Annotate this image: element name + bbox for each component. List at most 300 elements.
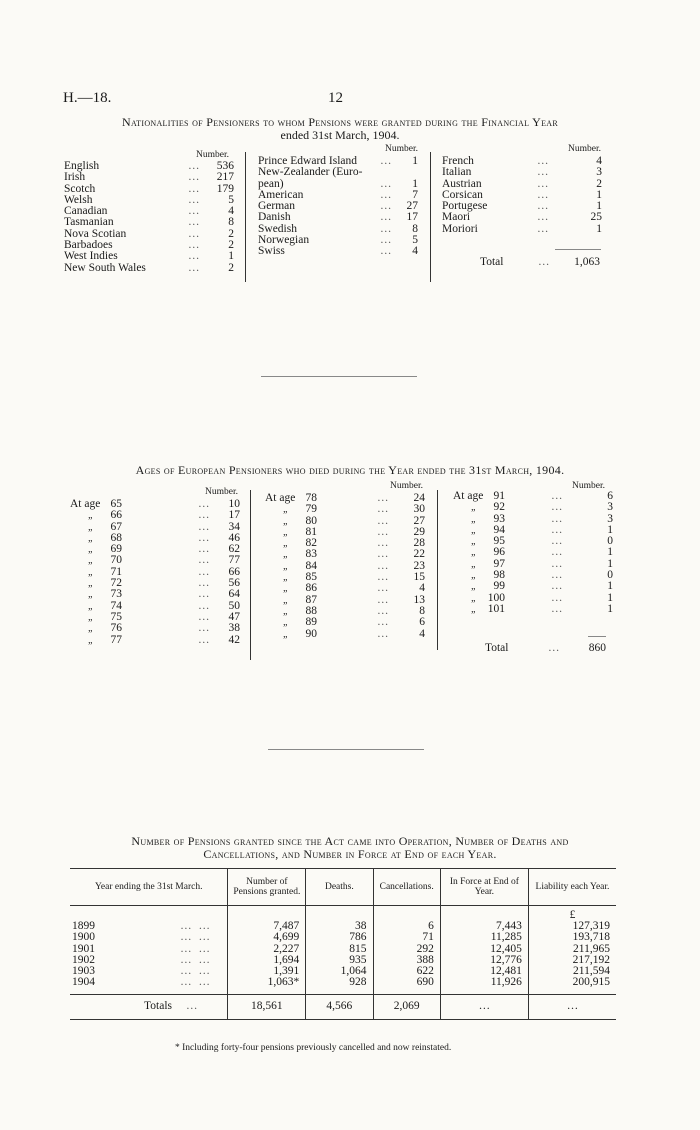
column-rule [430, 152, 431, 282]
table-header-row [70, 869, 616, 906]
age-count: 62 [228, 543, 240, 556]
ditto-mark: „ [88, 634, 94, 646]
age-count: 3 [607, 501, 613, 514]
nationality-name: American [258, 188, 304, 201]
nationalities-column-1 [64, 161, 234, 274]
list-item [70, 510, 240, 521]
dot-leader: … [551, 602, 564, 615]
age-value: 84 [305, 559, 317, 572]
dot-leader: … [380, 245, 393, 258]
dot-leader: … [380, 222, 393, 235]
total-rule [555, 249, 601, 250]
table-cell-cancellations: 292 [416, 942, 434, 955]
table-cell-cancellations: 71 [422, 931, 434, 944]
nationality-count: 217 [216, 171, 234, 184]
age-count: 66 [228, 565, 240, 578]
age-value: 99 [493, 580, 505, 593]
dot-leader: … [377, 503, 390, 516]
age-count: 4 [419, 582, 425, 595]
age-value: 76 [110, 622, 122, 635]
ditto-mark: „ [283, 515, 289, 527]
column-rule [437, 490, 438, 650]
age-value: 72 [110, 577, 122, 590]
nationalities-column-2 [258, 156, 418, 258]
list-item [70, 623, 240, 634]
nationality-count: 536 [216, 160, 234, 172]
list-item [265, 629, 425, 640]
age-count: 42 [228, 633, 240, 646]
dot-leader: … [377, 604, 390, 617]
nationality-count: 8 [412, 222, 418, 235]
nationalities-total-label: Total [480, 256, 504, 268]
ditto-mark: „ [88, 510, 94, 522]
ditto-mark: „ [471, 603, 477, 615]
age-value: 86 [305, 582, 317, 595]
table-body-row [70, 906, 616, 995]
column-header-deaths: Deaths. [306, 869, 373, 906]
nationalities-total-value: 1,063 [574, 256, 600, 268]
ditto-mark: „ [283, 549, 289, 561]
list-item [265, 583, 425, 594]
dot-leader: … … [180, 920, 212, 933]
ditto-mark: „ [88, 600, 94, 612]
dot-leader: … [188, 182, 201, 195]
age-count: 23 [413, 559, 425, 572]
nationality-count: 1 [412, 155, 418, 167]
nationality-count: 4 [596, 155, 602, 167]
nationality-count: 8 [228, 216, 234, 229]
age-value: 90 [305, 627, 317, 640]
age-count: 15 [413, 571, 425, 584]
list-item [70, 567, 240, 578]
age-count: 27 [413, 514, 425, 527]
dot-leader: … [188, 193, 201, 206]
list-item [265, 538, 425, 549]
age-count: 47 [228, 610, 240, 623]
nationality-count: 7 [412, 188, 418, 201]
dot-leader: … [188, 261, 201, 274]
dot-leader: … [198, 498, 211, 510]
at-age-label: At age [453, 490, 484, 502]
table-cell-cancellations: 622 [416, 965, 434, 978]
nationality-name: New South Wales [64, 261, 146, 274]
ditto-mark: „ [88, 589, 94, 601]
ages-total-label: Total [485, 642, 509, 654]
nationality-name: German [258, 200, 296, 213]
ditto-mark: „ [283, 560, 289, 572]
nationality-count: 2 [228, 261, 234, 274]
nationality-name: pean) [258, 177, 284, 190]
dot-leader: … [188, 250, 201, 263]
table-cell-granted: 7,487 [273, 920, 300, 933]
age-count: 28 [413, 537, 425, 550]
ditto-mark: „ [88, 611, 94, 623]
dot-leader: … [537, 188, 550, 201]
section-divider [261, 376, 417, 377]
dot-leader: … [551, 546, 564, 559]
age-value: 94 [493, 523, 505, 536]
dot-leader: … [198, 622, 211, 635]
list-item [453, 559, 613, 570]
nationality-name: Danish [258, 211, 291, 224]
age-value: 89 [305, 616, 317, 629]
ages-column-3 [453, 491, 613, 615]
list-item [70, 544, 240, 555]
dot-leader: … [198, 599, 211, 612]
list-item [453, 604, 613, 615]
dot-leader: … [548, 642, 560, 654]
table-cell-cancellations: 388 [416, 953, 434, 966]
ages-number-heading-3: Number. [572, 481, 605, 491]
dot-leader: … … [180, 976, 212, 989]
age-count: 29 [413, 525, 425, 538]
age-count: 6 [607, 490, 613, 502]
age-value: 70 [110, 554, 122, 567]
dot-leader: … … [180, 965, 212, 978]
ages-column-1 [70, 499, 240, 646]
totals-label: Totals [144, 1000, 172, 1013]
nationality-name: Swedish [258, 222, 297, 235]
list-item [453, 491, 613, 502]
list-item [453, 525, 613, 536]
nationality-count: 2 [596, 177, 602, 190]
nationality-name: Canadian [64, 205, 108, 218]
ditto-mark: „ [88, 555, 94, 567]
column-header-cancellations: Cancellations. [373, 869, 440, 906]
dot-leader: … [377, 616, 390, 629]
nationality-count: 1 [596, 200, 602, 213]
dot-leader: … [377, 492, 390, 504]
dot-leader: … [551, 501, 564, 514]
in-force-cell [440, 906, 528, 995]
nationality-name: Welsh [64, 193, 93, 206]
age-value: 81 [305, 525, 317, 538]
ditto-mark: „ [283, 538, 289, 550]
age-value: 68 [110, 531, 122, 544]
ditto-mark: „ [283, 504, 289, 516]
age-count: 1 [607, 580, 613, 593]
ditto-mark: „ [283, 583, 289, 595]
list-item [70, 522, 240, 533]
dot-leader: … [188, 205, 201, 218]
table-cell-in-force: 11,285 [490, 931, 522, 944]
age-value: 78 [305, 492, 317, 504]
list-item [70, 533, 240, 544]
age-value: 91 [493, 490, 505, 502]
year-row [72, 932, 212, 943]
ditto-mark: „ [88, 544, 94, 556]
totals-cancellations: 2,069 [373, 995, 440, 1019]
table-cell-granted: 4,699 [273, 931, 300, 944]
dot-leader: … [198, 509, 211, 522]
dot-leader: … [380, 155, 393, 167]
list-item [453, 547, 613, 558]
ditto-mark: „ [283, 594, 289, 606]
age-count: 77 [228, 554, 240, 567]
nationalities-number-heading-3: Number. [568, 144, 601, 154]
dot-leader: … [538, 256, 550, 268]
age-value: 69 [110, 543, 122, 556]
column-header-liability: Liability each Year. [528, 869, 616, 906]
ditto-mark: „ [471, 502, 477, 514]
document-reference: H.—18. [63, 90, 112, 106]
age-value: 92 [493, 501, 505, 514]
ditto-mark: „ [283, 617, 289, 629]
list-item [70, 601, 240, 612]
table-cell-liability: 200,915 [572, 976, 610, 989]
list-item [453, 514, 613, 525]
age-count: 13 [413, 593, 425, 606]
dot-leader: … [198, 577, 211, 590]
dot-leader: … [198, 554, 211, 567]
age-value: 85 [305, 571, 317, 584]
list-item [265, 527, 425, 538]
table-cell-deaths: 935 [349, 953, 367, 966]
nationality-name: Moriori [442, 222, 478, 235]
dot-leader: … [188, 171, 201, 184]
nationality-count: 4 [412, 245, 418, 258]
table-cell-deaths: 38 [355, 920, 367, 933]
nationality-name: Austrian [442, 177, 482, 190]
age-value: 98 [493, 569, 505, 582]
age-count: 1 [607, 591, 613, 604]
age-count: 6 [419, 616, 425, 629]
list-item [442, 224, 602, 235]
list-item [64, 172, 234, 183]
age-count: 64 [228, 588, 240, 601]
age-count: 8 [419, 604, 425, 617]
table-cell-granted: 1,694 [273, 953, 300, 966]
list-item [258, 246, 418, 257]
totals-deaths: 4,566 [306, 995, 373, 1019]
column-header-year: Year ending the 31st March. [70, 869, 228, 906]
totals-in-force: … [440, 995, 528, 1019]
age-count: 34 [228, 520, 240, 533]
list-item [265, 572, 425, 583]
ages-number-heading-2: Number. [390, 481, 423, 491]
ditto-mark: „ [283, 572, 289, 584]
age-value: 80 [305, 514, 317, 527]
totals-label-cell [70, 995, 228, 1019]
nationality-count: 25 [590, 211, 602, 224]
totals-granted: 18,561 [228, 995, 306, 1019]
year-value: 1899 [72, 920, 95, 933]
table-cell-liability: 211,594 [573, 965, 610, 978]
table-cell-in-force: 12,405 [490, 942, 522, 955]
nationality-count: 179 [216, 182, 234, 195]
list-item [265, 516, 425, 527]
column-rule [245, 152, 246, 282]
dot-leader: … [537, 222, 550, 235]
age-count: 50 [228, 599, 240, 612]
age-value: 66 [110, 509, 122, 522]
nationality-name: Norwegian [258, 234, 310, 247]
ages-title: Ages of European Pensioners who died during the Year ended the 31st March, 1904. [135, 463, 565, 477]
nationality-count: 3 [596, 166, 602, 179]
cancellations-cell [373, 906, 440, 995]
dot-leader: … [377, 537, 390, 550]
age-value: 88 [305, 604, 317, 617]
age-count: 46 [228, 531, 240, 544]
dot-leader: … [377, 593, 390, 606]
nationality-name: Italian [442, 166, 472, 179]
nationality-name: Swiss [258, 245, 285, 258]
age-value: 71 [110, 565, 122, 578]
table-cell-granted: 1,063* [267, 976, 300, 989]
list-item [70, 589, 240, 600]
age-value: 67 [110, 520, 122, 533]
age-count: 1 [607, 523, 613, 536]
age-count: 10 [228, 498, 240, 510]
age-count: 3 [607, 512, 613, 525]
dot-leader: … [377, 514, 390, 527]
nationalities-title: Nationalities of Pensioners to whom Pensions were granted during the Financial Year [122, 115, 558, 129]
nationality-name: Tasmanian [64, 216, 114, 229]
year-value: 1900 [72, 931, 95, 944]
age-count: 56 [228, 577, 240, 590]
years-cell [70, 906, 228, 995]
list-item [265, 561, 425, 572]
nationality-count: 17 [406, 211, 418, 224]
granted-cell [228, 906, 306, 995]
dot-leader: … [537, 211, 550, 224]
ditto-mark: „ [88, 521, 94, 533]
column-header-granted: Number of Pensions granted. [228, 869, 306, 906]
dot-leader: … [551, 580, 564, 593]
age-count: 1 [607, 546, 613, 559]
dot-leader: … [380, 234, 393, 247]
dot-leader: … [551, 535, 564, 548]
list-item [265, 617, 425, 628]
dot-leader: … [198, 565, 211, 578]
table-cell-deaths: 1,064 [340, 965, 367, 978]
dot-leader: … [198, 543, 211, 556]
section-divider [268, 749, 424, 750]
nationality-name: Barbadoes [64, 239, 113, 252]
year-value: 1903 [72, 965, 95, 978]
dot-leader: … … [180, 953, 212, 966]
list-item [453, 502, 613, 513]
ditto-mark: „ [88, 578, 94, 590]
age-count: 0 [607, 535, 613, 548]
year-row [72, 977, 212, 988]
nationality-name: Nova Scotian [64, 227, 127, 240]
list-item [265, 504, 425, 515]
nationality-count: 1 [228, 250, 234, 263]
list-item [64, 263, 234, 274]
table-cell-cancellations: 690 [416, 976, 434, 989]
dot-leader: … [377, 559, 390, 572]
column-rule [250, 490, 251, 660]
list-item [453, 536, 613, 547]
currency-symbol: £ [569, 909, 576, 921]
nationalities-column-3 [442, 156, 602, 235]
liability-cell [528, 906, 616, 995]
dot-leader: … [186, 1000, 198, 1013]
list-item [64, 161, 234, 172]
dot-leader: … [198, 520, 211, 533]
ages-number-heading-1: Number. [205, 487, 238, 497]
ages-column-2 [265, 493, 425, 640]
table-cell-deaths: 815 [349, 942, 367, 955]
dot-leader: … [377, 627, 390, 640]
at-age-label: At age [70, 498, 101, 510]
dot-leader: … [551, 569, 564, 582]
age-value: 93 [493, 512, 505, 525]
ditto-mark: „ [471, 547, 477, 559]
dot-leader: … [380, 200, 393, 213]
nationality-count: 1 [596, 222, 602, 235]
dot-leader: … [537, 200, 550, 213]
age-value: 95 [493, 535, 505, 548]
dot-leader: … [377, 571, 390, 584]
year-value: 1901 [72, 942, 95, 955]
dot-leader: … [198, 610, 211, 623]
ditto-mark: „ [88, 623, 94, 635]
table-cell-deaths: 786 [349, 931, 367, 944]
age-count: 0 [607, 569, 613, 582]
dot-leader: … [380, 188, 393, 201]
nationality-count: 5 [412, 234, 418, 247]
deaths-cell [306, 906, 373, 995]
nationality-count: 1 [412, 177, 418, 190]
totals-row [70, 995, 616, 1019]
age-count: 24 [413, 492, 425, 504]
nationality-count: 2 [228, 239, 234, 252]
year-value: 1902 [72, 953, 95, 966]
nationality-count: 2 [228, 227, 234, 240]
table-cell-cancellations: 6 [428, 920, 434, 933]
age-value: 77 [110, 633, 122, 646]
nationalities-number-heading-1: Number. [196, 150, 229, 160]
age-value: 87 [305, 593, 317, 606]
nationalities-number-heading-2: Number. [385, 144, 418, 154]
dot-leader: … [198, 588, 211, 601]
dot-leader: … [551, 557, 564, 570]
dot-leader: … [188, 227, 201, 240]
column-header-in-force: In Force at End of Year. [440, 869, 528, 906]
list-item [64, 251, 234, 262]
list-item [265, 595, 425, 606]
dot-leader: … [537, 155, 550, 167]
table-cell-liability: 127,319 [572, 920, 610, 933]
nationality-name: Prince Edward Island [258, 155, 357, 167]
ditto-mark: „ [283, 628, 289, 640]
totals-liability: … [528, 995, 616, 1019]
age-count: 22 [413, 548, 425, 561]
nationalities-subtitle: ended 31st March, 1904. [280, 128, 400, 142]
age-count: 1 [607, 602, 613, 615]
dot-leader: … [188, 239, 201, 252]
nationality-name: New-Zealander (Euro- [258, 166, 363, 179]
year-value: 1904 [72, 976, 95, 989]
table-cell-in-force: 12,481 [490, 965, 522, 978]
list-item [70, 555, 240, 566]
age-value: 75 [110, 610, 122, 623]
pensions-table [70, 868, 616, 1020]
ditto-mark: „ [471, 558, 477, 570]
nationality-name: Maori [442, 211, 471, 224]
age-count: 1 [607, 557, 613, 570]
nationality-count: 27 [406, 200, 418, 213]
age-value: 65 [110, 498, 122, 510]
nationality-name: French [442, 155, 474, 167]
dot-leader: … [198, 531, 211, 544]
table-cell-in-force: 7,443 [496, 920, 522, 933]
nationality-name: Irish [64, 171, 86, 184]
nationality-name: English [64, 160, 100, 172]
ages-total-value: 860 [588, 642, 606, 654]
